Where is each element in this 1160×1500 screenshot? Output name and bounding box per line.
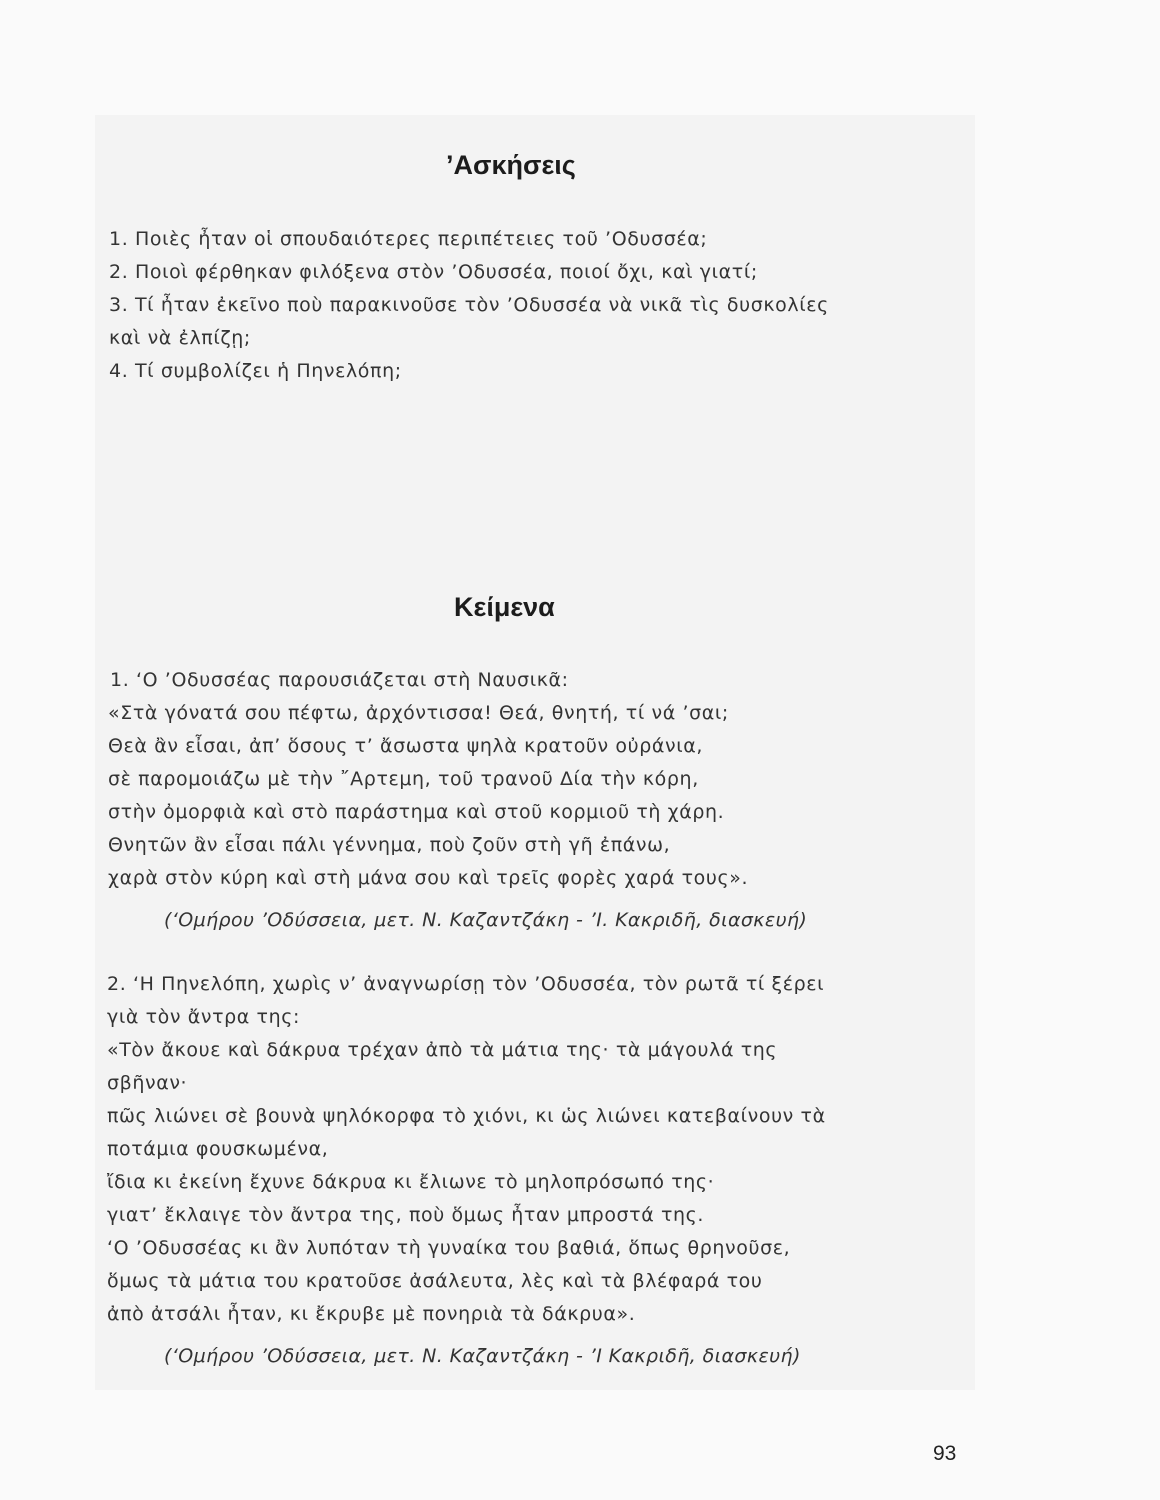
passage1-line: 1. ‘Ο ’Οδυσσέας παρουσιάζεται στὴ Ναυσικᾶ:: [110, 669, 569, 691]
passage1-line: «Στὰ γόνατά σου πέφτω, ἀρχόντισσα! Θεά, θνητή, τί νά ’σαι;: [108, 702, 729, 724]
passage1-line: Θεὰ ἂν εἶσαι, ἀπ’ ὅσους τ’ ἄσωστα ψηλὰ κρατοῦν οὐράνια,: [108, 735, 703, 757]
passage2-citation: (‘Ομήρου ’Οδύσσεια, μετ. Ν. Καζαντζάκη - ’Ι Κακριδῆ, διασκευή): [164, 1345, 801, 1367]
passage2-line: «Τὸν ἄκουε καὶ δάκρυα τρέχαν ἀπὸ τὰ μάτια της· τὰ μάγουλά της: [107, 1039, 778, 1061]
exercise-line: καὶ νὰ ἐλπίζῃ;: [109, 327, 251, 349]
exercise-line: 2. Ποιοὶ φέρθηκαν φιλόξενα στὸν ’Οδυσσέα, ποιοί ὄχι, καὶ γιατί;: [109, 261, 758, 283]
passage1-citation: (‘Ομήρου ’Οδύσσεια, μετ. Ν. Καζαντζάκη - ’Ι. Κακριδῆ, διασκευή): [164, 909, 808, 931]
texts-heading: Κείμενα: [454, 592, 555, 622]
passage2-line: ἴδια κι ἐκείνη ἔχυνε δάκρυα κι ἔλιωνε τὸ μηλοπρόσωπό της·: [107, 1171, 715, 1193]
passage2-line: ποτάμια φουσκωμένα,: [107, 1138, 329, 1160]
passage2-line: ὅμως τὰ μάτια του κρατοῦσε ἀσάλευτα, λὲς καὶ τὰ βλέφαρά του: [107, 1270, 763, 1292]
page-number: 93: [933, 1442, 957, 1465]
exercise-line: 3. Τί ἦταν ἐκεῖνο ποὺ παρακινοῦσε τὸν ’Οδυσσέα νὰ νικᾶ τὶς δυσκολίες: [109, 294, 829, 316]
exercises-heading: ’Ασκήσεις: [446, 150, 576, 180]
passage1-line: στὴν ὀμορφιὰ καὶ στὸ παράστημα καὶ στοῦ κορμιοῦ τὴ χάρη.: [108, 801, 725, 823]
passage2-line: σβῆναν·: [107, 1072, 188, 1094]
passage1-line: σὲ παρομοιάζω μὲ τὴν ῎Αρτεμη, τοῦ τρανοῦ Δία τὴν κόρη,: [108, 768, 699, 790]
exercise-line: 1. Ποιὲς ἦταν οἱ σπουδαιότερες περιπέτειες τοῦ ’Οδυσσέα;: [109, 228, 708, 250]
passage1-line: χαρὰ στὸν κύρη καὶ στὴ μάνα σου καὶ τρεῖς φορὲς χαρά τους».: [108, 867, 749, 889]
passage1-line: Θνητῶν ἂν εἶσαι πάλι γέννημα, ποὺ ζοῦν στὴ γῆ ἐπάνω,: [108, 834, 671, 856]
passage2-line: γιὰ τὸν ἄντρα της:: [107, 1006, 300, 1028]
exercise-line: 4. Τί συμβολίζει ἡ Πηνελόπη;: [109, 360, 402, 382]
passage2-line: ‘Ο ’Οδυσσέας κι ἂν λυπόταν τὴ γυναίκα του βαθιά, ὅπως θρηνοῦσε,: [107, 1237, 791, 1259]
passage2-line: πῶς λιώνει σὲ βουνὰ ψηλόκορφα τὸ χιόνι, κι ὡς λιώνει κατεβαίνουν τὰ: [107, 1105, 826, 1127]
passage2-line: γιατ’ ἔκλαιγε τὸν ἄντρα της, ποὺ ὅμως ἦταν μπροστά της.: [107, 1204, 705, 1226]
passage2-line: ἀπὸ ἀτσάλι ἦταν, κι ἔκρυβε μὲ πονηριὰ τὰ δάκρυα».: [107, 1303, 636, 1325]
passage2-line: 2. ‘Η Πηνελόπη, χωρὶς ν’ ἀναγνωρίσῃ τὸν ’Οδυσσέα, τὸν ρωτᾶ τί ξέρει: [107, 973, 825, 995]
